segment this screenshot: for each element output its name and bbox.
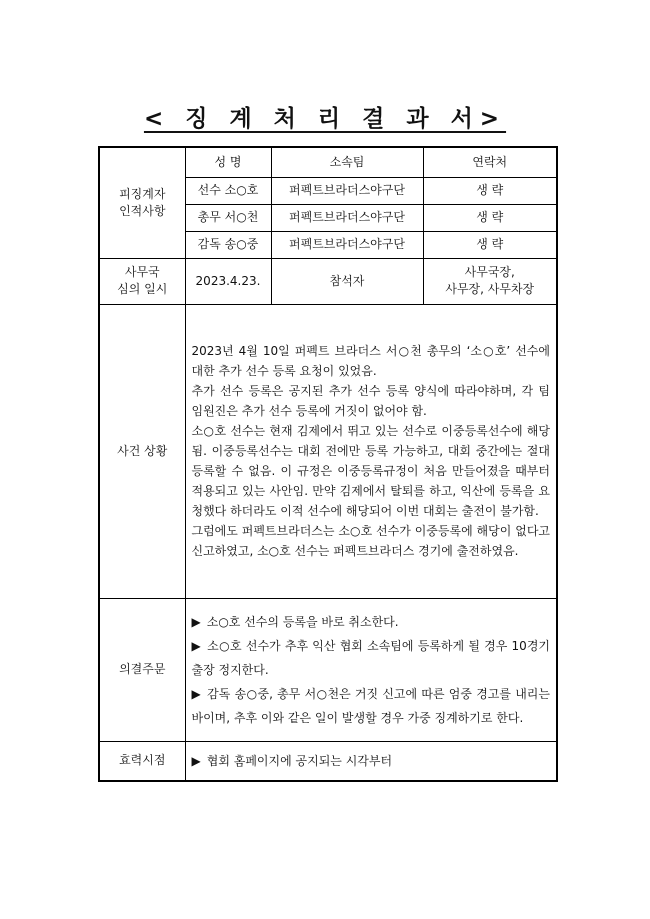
header-team: 소속팀 [271,147,423,177]
review-date: 2023.4.23. [185,258,271,304]
incident-paragraph: 추가 선수 등록은 공지된 추가 선수 등록 양식에 따라야하며, 각 팀 임원진은 추가 선수 등록에 거짓이 없어야 함. [191,384,550,418]
incident-paragraph: 소○호 선수는 현재 김제에서 뛰고 있는 선수로 이중등록선수에 해당됨. 이중등록선수는 대회 전에만 등록 가능하고, 대회 중간에는 절대 등록할 수 없음. 이 규정은 이중등록규정이 처음 만들어졌을 때부터 적용되고 있는 사안임. 만약 김제에서 탈퇴를 하고, 익산에 등록을 요청했다 하더라도 이적 선수에 해당되어 이번 대회는 출전이 불가함. [191,424,550,518]
subject-name: 선수 소○호 [185,177,271,204]
disciplinary-result-table [98,146,558,782]
decision-item: ▶ 소○호 선수의 등록을 바로 취소한다. [191,614,399,629]
incident-paragraph: 2023년 4월 10일 퍼펙트 브라더스 서○천 총무의 ‘소○호’ 선수에 대한 추가 선수 등록 요청이 있었음. [191,344,550,378]
subject-contact: 생 략 [423,204,557,231]
effective-label: 효력시점 [99,741,185,781]
review-label: 사무국 심의 일시 [99,258,185,304]
subject-name: 감독 송○중 [185,231,271,258]
bullet-icon: ▶ [191,686,202,701]
subject-name: 총무 서○천 [185,204,271,231]
decision-item: ▶ 감독 송○중, 총무 서○천은 거짓 신고에 따른 엄중 경고를 내리는 바이며, 추후 이와 같은 일이 발생할 경우 가중 징계하기로 한다. [191,686,550,725]
subject-team: 퍼펙트브라더스야구단 [271,204,423,231]
decision-items [185,598,557,741]
subjects-label: 피징계자 인적사항 [99,147,185,258]
subject-contact: 생 략 [423,231,557,258]
document-title: < 징 계 처 리 결 과 서> [143,106,507,132]
subject-team: 퍼펙트브라더스야구단 [271,231,423,258]
subject-contact: 생 략 [423,177,557,204]
header-contact: 연락처 [423,147,557,177]
attendees-label: 참석자 [271,258,423,304]
header-name: 성 명 [185,147,271,177]
bullet-icon: ▶ [191,614,201,629]
decision-item: ▶ 소○호 선수가 추후 익산 협회 소속팀에 등록하게 될 경우 10경기 출장 정지한다. [191,638,551,677]
incident-label: 사건 상황 [99,304,185,598]
decision-label: 의결주문 [99,598,185,741]
bullet-icon: ▶ [191,753,201,768]
bullet-icon: ▶ [191,638,202,653]
effective-value: ▶ 협회 홈페이지에 공지되는 시각부터 [185,741,557,781]
incident-paragraph: 그럼에도 퍼펙트브라더스는 소○호 선수가 이중등록에 해당이 없다고 신고하였고, 소○호 선수는 퍼펙트브라더스 경기에 출전하였음. [191,524,550,558]
subject-team: 퍼펙트브라더스야구단 [271,177,423,204]
incident-description [185,304,557,598]
attendees-value: 사무국장, 사무장, 사무차장 [423,258,557,304]
